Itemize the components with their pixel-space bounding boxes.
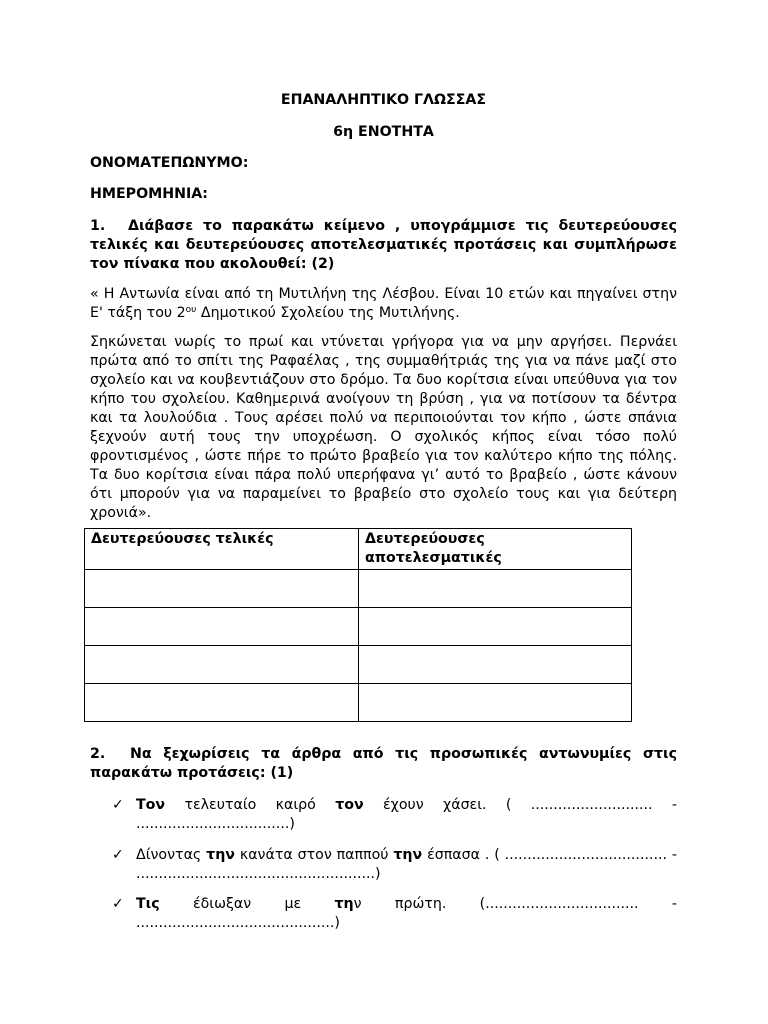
answer-cell[interactable] (85, 570, 359, 608)
sentence-text: Δίνοντας (136, 847, 207, 863)
highlight-word: τον (335, 797, 364, 813)
sentence-text: κανάτα στον παππού (234, 847, 394, 863)
answer-cell[interactable] (359, 570, 632, 608)
answer-cell[interactable] (359, 646, 632, 684)
answer-table (84, 528, 632, 722)
highlight-word: τη (334, 896, 354, 912)
exercise-2-number: 2. (90, 746, 106, 762)
document-title: ΕΠΑΝΑΛΗΠΤΙΚΟ ΓΛΩΣΣΑΣ (280, 92, 487, 108)
list-item (112, 846, 677, 884)
answer-cell[interactable] (85, 684, 359, 722)
paragraph-1-text-a: « Η Αντωνία είναι από τη Μυτιλήνη της Λέσβου. Είναι 10 ετών και πηγαίνει στην Ε' τάξη του 2 (90, 286, 677, 321)
text-paragraph-1 (90, 285, 677, 323)
checkmark-icon: ✓ (112, 797, 124, 813)
answer-cell[interactable] (359, 684, 632, 722)
exercise-1-text: Διάβασε το παρακάτω κείμενο , υπογράμμισε τις δευτερεύουσες τελικές και δευτερεύουσες αποτελεσματικές προτάσεις και συμπλήρωσε τον πίνακα που ακολουθεί: (2) (90, 218, 677, 272)
text-paragraph-2: Σηκώνεται νωρίς το πρωί και ντύνεται γρήγορα για να μην αργήσει. Περνάει πρώτα από το σπίτι της Ραφαέλας , της συμμαθήτριάς της για να πάνε μαζί στο σχολείο και να κουβεντιάζουν στο δρόμο. Τα δυο κορίτσια είναι υπεύθυνα για τον κήπο του σχολείου. Καθημερινά ανοίγουν τη βρύση , για να ποτίσουν τα δέντρα και τα λουλούδια . Τους αρέσει πολύ να περιποιούνται τον κήπο , ώστε σπάνια ξεχνούν αυτή τους την υποχρέωση. Ο σχολικός κήπος είναι τόσο πολύ φροντισμένος , ώστε πήρε το πρώτο βραβείο για τον καλύτερο κήπο της πόλης. Τα δυο κορίτσια είναι πάρα πολύ υπερήφανα γι’ αυτό το βραβείο , ώστε κάνουν ότι μπορούν για να παραμείνει το βραβείο στο σχολείο τους και για δεύτερη χρονιά». (90, 334, 677, 521)
paragraph-1-text-b: Δημοτικού Σχολείου της Μυτιλήνης. (196, 305, 460, 321)
ordinal-superscript: ου (185, 305, 197, 315)
exercise-2-text: Να ξεχωρίσεις τα άρθρα από τις προσωπικές αντωνυμίες στις παρακάτω προτάσεις: (1) (90, 746, 677, 781)
checkmark-icon: ✓ (112, 847, 124, 863)
sentence-text: τελευταίο καιρό (165, 797, 336, 813)
list-item (112, 895, 677, 933)
answer-cell[interactable] (359, 608, 632, 646)
exercise-1-number: 1. (90, 218, 106, 234)
unit-title: 6η ΕΝΟΤΗΤΑ (333, 124, 434, 140)
highlight-word: Τον (136, 797, 166, 813)
exercise-1-instruction (90, 217, 677, 274)
sentence-text: ν πρώτη. (.................................. - ............................................) (136, 896, 677, 931)
highlight-word: την (393, 847, 423, 863)
answer-cell[interactable] (85, 608, 359, 646)
sentence-text: έδιωξαν με (159, 896, 335, 912)
table-header-final: Δευτερεύουσες τελικές (85, 529, 359, 570)
checkmark-icon: ✓ (112, 896, 124, 912)
list-item (112, 796, 677, 834)
answer-cell[interactable] (85, 646, 359, 684)
sentence-text: έσπασα . ( .................................... - .....................................................) (136, 847, 677, 882)
table-header-result: Δευτερεύουσες αποτελεσματικές (359, 529, 632, 570)
highlight-word: την (206, 847, 235, 863)
sentence-text: έχουν χάσει. ( ........................... - ..................................) (136, 797, 677, 832)
date-label: ΗΜΕΡΟΜΗΝΙΑ: (90, 186, 208, 202)
name-label: ΟΝΟΜΑΤΕΠΩΝΥΜΟ: (90, 155, 249, 171)
highlight-word: Τις (136, 896, 160, 912)
exercise-2-instruction (90, 745, 677, 783)
